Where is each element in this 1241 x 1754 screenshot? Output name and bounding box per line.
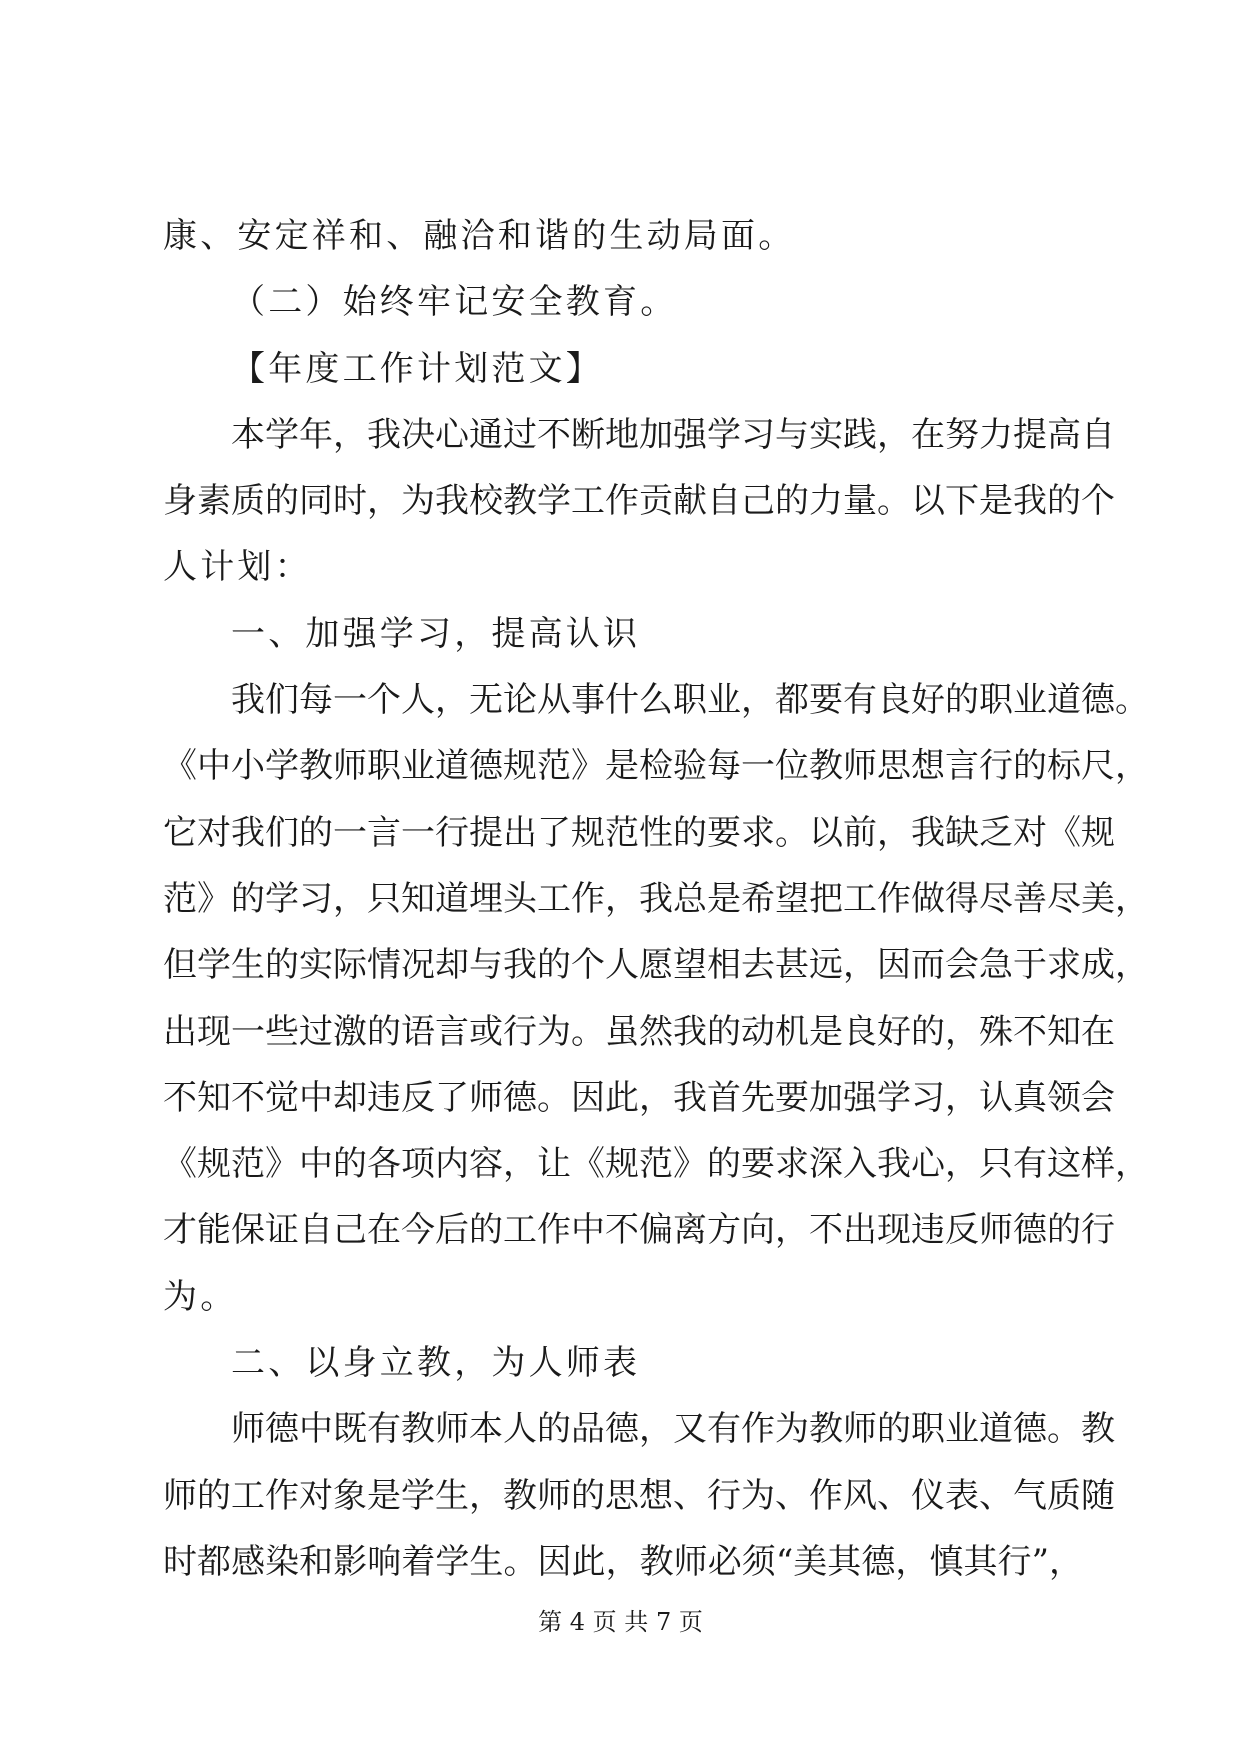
text-line: 人计划： [163,547,312,588]
page-footer: 第 4 页 共 7 页 [538,1608,703,1636]
text-line: 康、安定祥和、融洽和谐的生动局面。 [163,216,796,256]
text-line: 范》的学习，只知道埋头工作，我总是希望把工作做得尽善尽美， [163,878,1149,919]
text-line: 二、以身立教，为人师表 [231,1343,641,1384]
text-line: 才能保证自己在今后的工作中不偏离方向，不出现违反师德的行 [163,1210,1115,1251]
text-line: 师德中既有教师本人的品德，又有作为教师的职业道德。教 [231,1409,1115,1450]
text-line: 不知不觉中却违反了师德。因此，我首先要加强学习，认真领会 [163,1077,1115,1118]
text-line: 我们每一个人，无论从事什么职业，都要有良好的职业道德。 [231,680,1149,721]
text-line: 但学生的实际情况却与我的个人愿望相去甚远，因而会急于求成， [163,945,1149,986]
text-line: 《中小学教师职业道德规范》是检验每一位教师思想言行的标尺， [163,746,1149,787]
text-line: 【年度工作计划范文】 [231,348,603,389]
text-line: （二）始终牢记安全教育。 [231,282,678,323]
text-line: 一、加强学习，提高认识 [231,613,641,654]
text-line: 身素质的同时，为我校教学工作贡献自己的力量。以下是我的个 [163,481,1115,522]
text-line: 它对我们的一言一行提出了规范性的要求。以前，我缺乏对《规 [163,812,1115,853]
text-line: 《规范》中的各项内容，让《规范》的要求深入我心，只有这样， [163,1144,1149,1185]
text-line: 为。 [163,1276,238,1317]
text-line: 时都感染和影响着学生。因此，教师必须“美其德，慎其行”， [163,1541,1083,1582]
text-line: 师的工作对象是学生，教师的思想、行为、作风、仪表、气质随 [163,1475,1115,1516]
text-line: 本学年，我决心通过不断地加强学习与实践，在努力提高自 [231,414,1115,455]
document-body [163,203,1149,1595]
text-line: 出现一些过激的语言或行为。虽然我的动机是良好的，殊不知在 [163,1011,1115,1052]
